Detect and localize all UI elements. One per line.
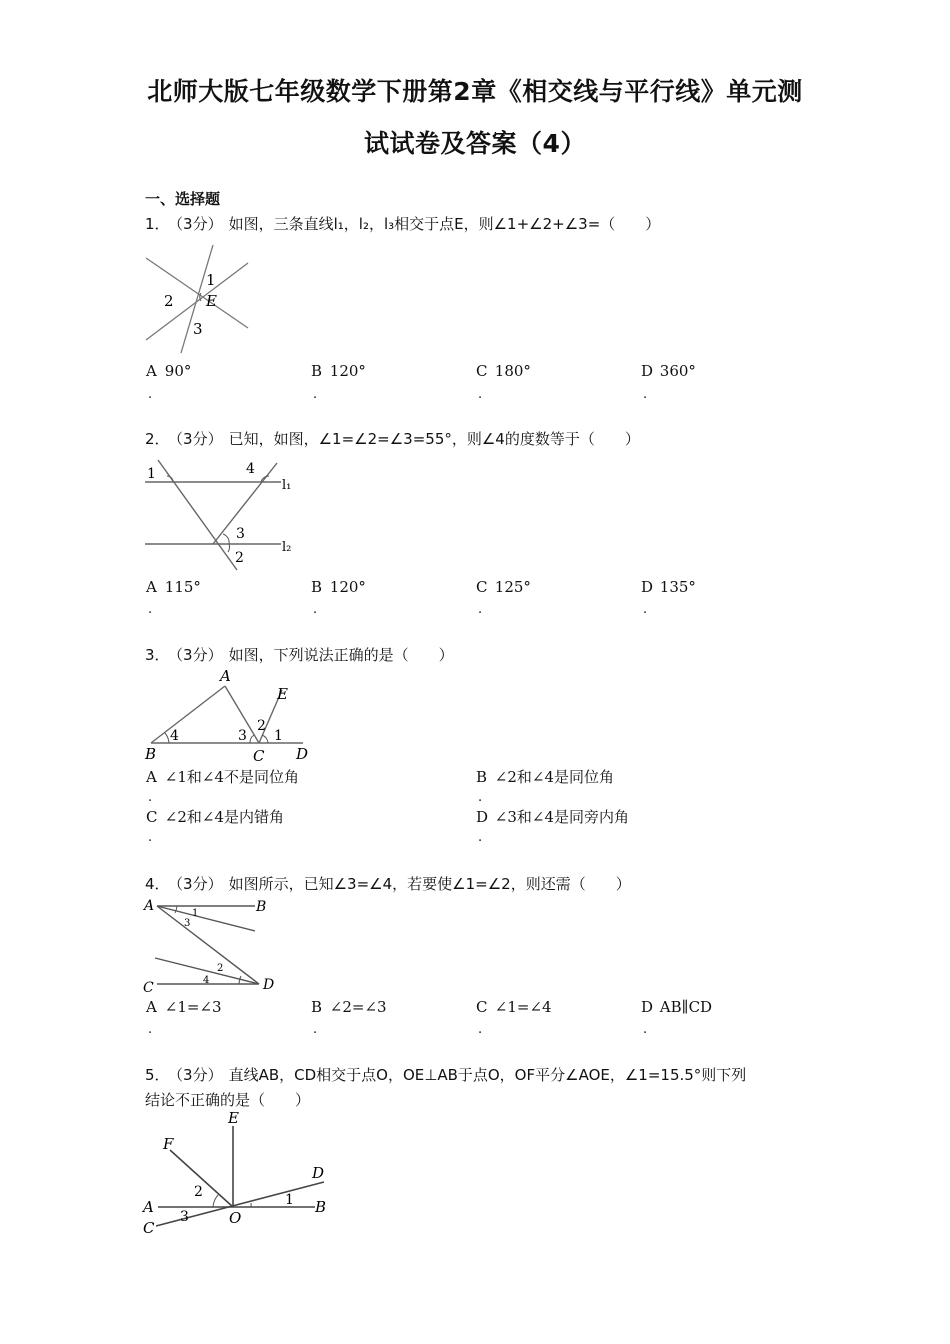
option-a[interactable]: A 90°: [146, 362, 192, 380]
angle-arc: [175, 906, 177, 913]
fig-label: A: [143, 1198, 154, 1216]
fig-label: 1: [206, 271, 216, 289]
figure-q4: [143, 896, 283, 996]
angle-arc: [165, 733, 169, 743]
document-title-line2: 试试卷及答案（4）: [364, 129, 586, 158]
option-dot: .: [148, 387, 153, 402]
question-number: 3．: [145, 646, 170, 664]
question-number: 2．: [145, 430, 170, 448]
option-d[interactable]: D ∠3和∠4是同旁内角: [476, 808, 630, 826]
question-5-line2: 结论不正确的是（ ）: [145, 1091, 311, 1109]
angle-arc: [223, 534, 229, 544]
fig-label: C: [253, 747, 265, 765]
question-number: 1．: [145, 215, 170, 233]
fig-label: O: [229, 1209, 242, 1227]
fig-label: D: [296, 745, 309, 763]
line-ab: [151, 686, 225, 743]
fig-label: C: [143, 980, 154, 996]
option-c[interactable]: C ∠1=∠4: [476, 998, 552, 1016]
question-3: [145, 643, 454, 667]
fig-label: A: [144, 898, 155, 914]
question-score: （3分）: [175, 215, 223, 233]
option-b[interactable]: B ∠2和∠4是同位角: [476, 768, 615, 786]
angle-arc: [167, 476, 173, 482]
option-dot: .: [478, 602, 483, 617]
question-5: [145, 1063, 746, 1087]
fig-label: 3: [184, 918, 191, 929]
fig-label: A: [220, 668, 231, 685]
fig-label: l₂: [282, 540, 292, 555]
question-text: 如图，下列说法正确的是（ ）: [228, 646, 454, 664]
fig-label: 3: [238, 728, 247, 744]
angle-arc: [213, 1194, 219, 1207]
option-b[interactable]: B 120°: [311, 578, 366, 596]
fig-label: 2: [257, 718, 266, 734]
question-1: [145, 212, 660, 236]
question-number: 5．: [145, 1066, 170, 1084]
fig-label: 1: [285, 1192, 294, 1208]
line-ad: [157, 906, 259, 984]
question-2: [145, 427, 640, 451]
fig-label: B: [256, 899, 267, 915]
question-text: 如图，三条直线l₁，l₂，l₃相交于点E，则∠1+∠2+∠3=（ ）: [228, 215, 661, 233]
fig-label: 4: [203, 975, 210, 986]
figure-q1: [143, 243, 253, 355]
option-dot: .: [478, 830, 483, 845]
fig-label: 2: [235, 550, 244, 566]
option-dot: .: [148, 602, 153, 617]
figure-q3: [143, 668, 318, 766]
option-a[interactable]: A ∠1=∠3: [146, 998, 222, 1016]
option-dot: .: [313, 602, 318, 617]
fig-label: B: [145, 745, 157, 763]
fig-label: D: [312, 1164, 325, 1182]
fig-label: C: [143, 1219, 155, 1237]
line-l1: [146, 258, 248, 328]
angle-arc: [228, 544, 230, 552]
option-d[interactable]: D AB∥CD: [641, 998, 713, 1016]
section-heading: 一、选择题: [145, 190, 221, 208]
fig-label: 3: [180, 1209, 189, 1225]
fig-label: 4: [170, 728, 179, 744]
option-dot: .: [148, 1022, 153, 1037]
fig-label: F: [163, 1135, 174, 1153]
question-4: [145, 872, 631, 896]
fig-label: E: [206, 292, 217, 310]
transversal-2: [213, 463, 277, 544]
option-dot: .: [478, 1022, 483, 1037]
option-dot: .: [148, 790, 153, 805]
option-b[interactable]: B ∠2=∠3: [311, 998, 387, 1016]
option-a[interactable]: A 115°: [146, 578, 201, 596]
option-dot: .: [148, 830, 153, 845]
figure-q5: [140, 1110, 340, 1240]
option-b[interactable]: B 120°: [311, 362, 366, 380]
angle-arc: [262, 735, 268, 743]
fig-label: 1: [192, 908, 199, 919]
question-score: （3分）: [175, 875, 223, 893]
figure-q2: [143, 458, 303, 573]
option-a[interactable]: A ∠1和∠4不是同位角: [146, 768, 300, 786]
option-dot: .: [643, 602, 648, 617]
option-c[interactable]: C 180°: [476, 362, 531, 380]
fig-label: 1: [274, 728, 283, 744]
fig-label: 1: [147, 466, 156, 482]
fig-label: D: [263, 977, 275, 993]
angle-arc: [200, 293, 201, 301]
option-d[interactable]: D 360°: [641, 362, 696, 380]
fig-label: 3: [193, 320, 203, 338]
question-score: （3分）: [175, 1066, 223, 1084]
question-text: 如图所示，已知∠3=∠4，若要使∠1=∠2，则还需（ ）: [228, 875, 631, 893]
fig-label: E: [228, 1110, 239, 1127]
line-a-extra: [157, 906, 255, 931]
option-dot: .: [478, 790, 483, 805]
document-title-line1: 北师大版七年级数学下册第2章《相交线与平行线》单元测: [147, 77, 803, 106]
fig-label: 2: [217, 963, 224, 974]
fig-label: 4: [246, 461, 255, 477]
option-dot: .: [313, 1022, 318, 1037]
option-d[interactable]: D 135°: [641, 578, 696, 596]
question-score: （3分）: [175, 430, 223, 448]
fig-label: B: [315, 1198, 327, 1216]
option-dot: .: [643, 1022, 648, 1037]
fig-label: E: [277, 685, 288, 703]
fig-label: 3: [236, 526, 245, 542]
question-number: 4．: [145, 875, 170, 893]
option-c[interactable]: C 125°: [476, 578, 531, 596]
fig-label: 2: [164, 292, 174, 310]
question-text-line1: 直线AB，CD相交于点O，OE⊥AB于点O，OF平分∠AOE，∠1=15.5°则下列: [228, 1066, 747, 1084]
option-dot: .: [313, 387, 318, 402]
option-dot: .: [643, 387, 648, 402]
question-text: 已知，如图，∠1=∠2=∠3=55°，则∠4的度数等于（ ）: [228, 430, 640, 448]
fig-label: l₁: [282, 478, 292, 493]
fig-label: 2: [194, 1184, 203, 1200]
option-dot: .: [478, 387, 483, 402]
option-c[interactable]: C ∠2和∠4是内错角: [146, 808, 285, 826]
question-score: （3分）: [175, 646, 223, 664]
angle-arc: [250, 735, 254, 743]
